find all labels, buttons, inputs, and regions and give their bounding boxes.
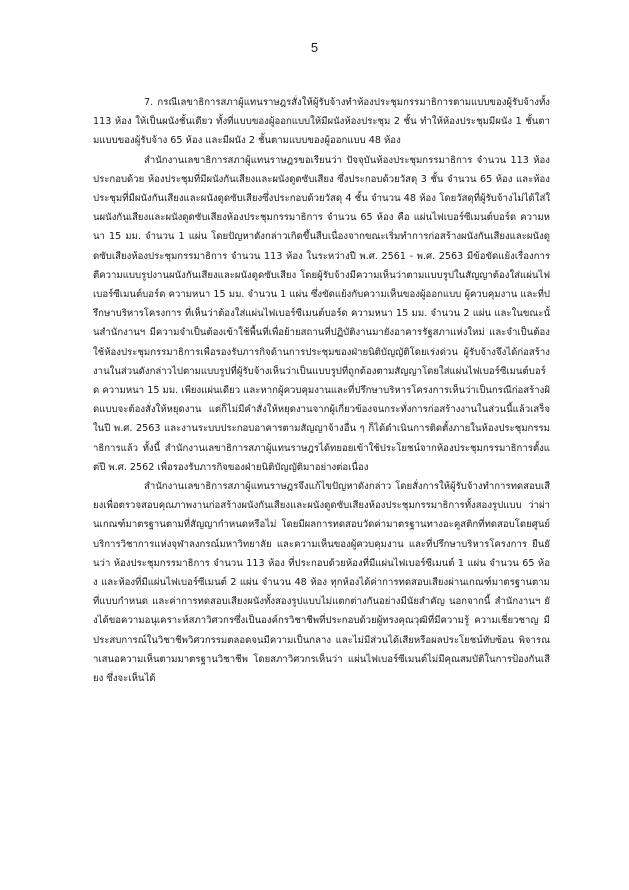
paragraph-sound-test-resolution: สำนักงานเลขาธิการสภาผู้แทนราษฎรจึงแก้ไขปัญหาดังกล่าว โดยสั่งการให้ผู้รับจ้างทำการทดสอบเสียงเพื่อตรวจสอบคุณภาพงานก่อสร้างผนังกันเสียงและผนังดูดซับเสียงห้องประชุมกรรมาธิการทั้งสองรูปแบบ ว่าผ่านเกณฑ์มาตรฐานตามที่สัญญากำหนดหรือไม่ โดยมีผลการทดสอบวัดค่ามาตรฐานทางอะคูสติกที่ทดสอบโดยศูนย์บริการวิชาการแห่งจุฬาลงกรณ์มหาวิทยาลัย และความเห็นของผู้ควบคุมงาน และที่ปรึกษาบริหารโครงการ ยืนยันว่า ห้องประชุมกรรมาธิการ จำนวน 113 ห้อง ที่ประกอบด้วยห้องที่มีแผ่นไฟเบอร์ซีเมนต์ 1 แผ่น จำนวน 65 ห้อง และห้องที่มีแผ่นไฟเบอร์ซีเมนต์ 2 แผ่น จำนวน 48 ห้อง ทุกห้องได้ค่าการทดสอบเสียงผ่านเกณฑ์มาตรฐานตามที่แบบกำหนด และค่าการทดสอบเสียงผนังทั้งสองรูปแบบไม่แตกต่างกันอย่างมีนัยสำคัญ นอกจากนี้ สำนักงานฯ ยังได้ขอความอนุเคราะห์สภาวิศวกรซึ่งเป็นองค์กรวิชาชีพที่ประกอบด้วยผู้ทรงคุณวุฒิที่มีความรู้ ความเชี่ยวชาญ มีประสบการณ์ในวิชาชีพวิศวกรรมตลอดจนมีความเป็นกลาง และไม่มีส่วนได้เสียหรือผลประโยชน์ทับซ้อน พิจารณาเสนอความเห็นตามมาตรฐานวิชาชีพ โดยสภาวิศวกรเห็นว่า แผ่นไฟเบอร์ซีเมนต์ไม่มีคุณสมบัติในการป้องกันเสียง ซึ่งจะเห็นได้ xyxy=(93,481,550,685)
page-number: 5 xyxy=(310,40,319,55)
body-text xyxy=(93,93,550,688)
paragraph-office-explanation: สำนักงานเลขาธิการสภาผู้แทนราษฎรขอเรียนว่า ปัจจุบันห้องประชุมกรรมาธิการ จำนวน 113 ห้อง ประกอบด้วย ห้องประชุมที่มีผนังกันเสียงและผนังดูดซับเสียง ซึ่งประกอบด้วยวัสดุ 3 ชั้น จำนวน 65 ห้อง และห้องประชุมที่มีผนังกันเสียงและผนังดูดซับเสียงซึ่งประกอบด้วยวัสดุ 4 ชั้น จำนวน 48 ห้อง โดยวัสดุที่ผู้รับจ้างไม่ได้ใส่ในผนังกันเสียงและผนังดูดซับเสียงห้องประชุมกรรมาธิการ จำนวน 65 ห้อง คือ แผ่นไฟเบอร์ซีเมนต์บอร์ด ความหนา 15 มม. จำนวน 1 แผ่น โดยปัญหาดังกล่าวเกิดขึ้นสืบเนื่องจากขณะเริ่มทำการก่อสร้างผนังกันเสียงและผนังดูดซับเสียงห้องประชุมกรรมาธิการ จำนวน 113 ห้อง ในระหว่างปี พ.ศ. 2561 - พ.ศ. 2563 มีข้อขัดแย้งเรื่องการตีความแบบรูปงานผนังกันเสียงและผนังดูดซับเสียง โดยผู้รับจ้างมีความเห็นว่าตามแบบรูปในสัญญาต้องใส่แผ่นไฟเบอร์ซีเมนต์บอร์ด ความหนา 15 มม. จำนวน 1 แผ่น ซึ่งขัดแย้งกับความเห็นของผู้ออกแบบ ผู้ควบคุมงาน และที่ปรึกษาบริหารโครงการ ที่เห็นว่าต้องใส่แผ่นไฟเบอร์ซีเมนต์บอร์ด ความหนา 15 มม. จำนวน 2 แผ่น และในขณะนั้นสำนักงานฯ มีความจำเป็นต้องเข้าใช้พื้นที่เพื่อย้ายสถานที่ปฏิบัติงานมายังอาคารรัฐสภาแห่งใหม่ และจำเป็นต้องใช้ห้องประชุมกรรมาธิการเพื่อรองรับภารกิจด้านการประชุมของฝ่ายนิติบัญญัติโดยเร่งด่วน ผู้รับจ้างจึงได้ก่อสร้างงานในส่วนดังกล่าวไปตามแบบรูปที่ผู้รับจ้างเห็นว่าเป็นแบบรูปที่ถูกต้องตามสัญญาโดยใส่แผ่นไฟเบอร์ซีเมนต์บอร์ด ความหนา 15 มม. เพียงแผ่นเดียว และหากผู้ควบคุมงานและที่ปรึกษาบริหารโครงการเห็นว่าเป็นกรณีก่อสร้างผิดแบบจะต้องสั่งให้หยุดงาน แต่ก็ไม่มีคำสั่งให้หยุดงานจากผู้เกี่ยวข้องจนกระทั่งการก่อสร้างงานในส่วนนี้แล้วเสร็จในปี พ.ศ. 2563 และงานระบบประกอบอาคารตามสัญญาจ้างอื่น ๆ ก็ได้ดำเนินการติดตั้งภายในห้องประชุมกรรมาธิการแล้ว ทั้งนี้ สำนักงานเลขาธิการสภาผู้แทนราษฎรได้ทยอยเข้าใช้ประโยชน์จากห้องประชุมกรรมาธิการตั้งแต่ปี พ.ศ. 2562 เพื่อรองรับภารกิจของฝ่ายนิติบัญญัติมาอย่างต่อเนื่อง xyxy=(93,154,550,473)
paragraph-item-7: 7. กรณีเลขาธิการสภาผู้แทนราษฎรสั่งให้ผู้รับจ้างทำห้องประชุมกรรมาธิการตามแบบของผู้รับจ้างทั้ง 113 ห้อง ให้เป็นผนังชั้นเดียว ทั้งที่แบบของผู้ออกแบบให้มีผนังห้องประชุม 2 ชั้น ทำให้ห้องประชุมมีผนัง 1 ชั้นตามแบบของผู้รับจ้าง 65 ห้อง และมีผนัง 2 ชั้นตามแบบของผู้ออกแบบ 48 ห้อง xyxy=(93,97,550,147)
